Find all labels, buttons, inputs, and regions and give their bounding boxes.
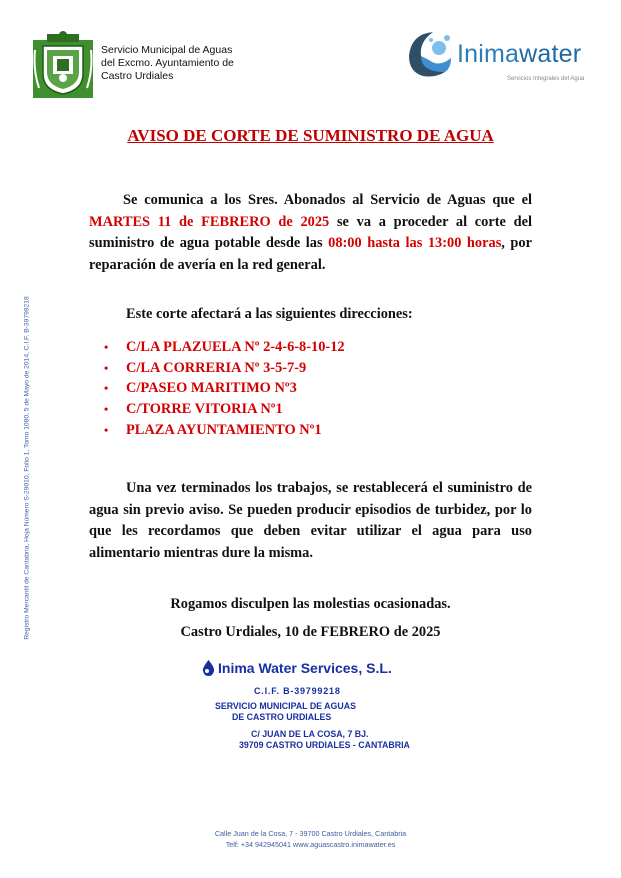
org-line-1: Servicio Municipal de Aguas — [101, 44, 233, 56]
water-drop-logo-icon — [405, 28, 455, 78]
brand-tagline: Servicios Integrales del Agua — [507, 76, 585, 82]
apology-text: Rogamos disculpen las molestias ocasionadas. — [170, 596, 451, 612]
address-text: C/LA CORRERIA Nº 3-5-7-9 — [126, 359, 307, 376]
list-item — [104, 399, 345, 420]
p1-text-3: , por reparación de avería en la red general. — [89, 235, 532, 273]
notice-paragraph-1 — [89, 190, 532, 276]
water-drop-icon — [202, 660, 215, 676]
bullet-icon: • — [104, 360, 109, 375]
footer — [0, 828, 621, 850]
notice-title: AVISO DE CORTE DE SUMINISTRO DE AGUA — [127, 126, 494, 145]
address-text: C/TORRE VITORIA Nº1 — [126, 401, 283, 418]
footer-contact: Telf: +34 942945041 www.aguascastro.inimawater.es — [225, 840, 396, 849]
stamp-company: Inima Water Services, S.L. — [218, 660, 392, 676]
stamp-city: 39709 CASTRO URDIALES - CANTABRIA — [239, 740, 410, 750]
list-item — [104, 420, 345, 441]
stamp-company-line — [202, 660, 392, 676]
notice-paragraph-2: Una vez terminados los trabajos, se restablecerá el suministro de agua sin previo aviso. Se pueden producir episodios de turbidez, por lo que les recordamos que deben evitar utilizar el agua para uso alimentario mientras dure la misma. — [89, 480, 532, 561]
stamp-service-1: SERVICIO MUNICIPAL DE AGUAS — [215, 701, 356, 711]
inimawater-logo — [405, 28, 595, 90]
stamp-service-2: DE CASTRO URDIALES — [232, 712, 332, 722]
bullet-icon: • — [104, 422, 109, 437]
bullet-icon: • — [104, 402, 109, 417]
address-text: C/PASEO MARITIMO Nº3 — [126, 380, 297, 397]
list-item — [104, 378, 345, 399]
addresses-intro: Este corte afectará a las siguientes direcciones: — [126, 306, 413, 322]
brand-name-b: water — [519, 40, 582, 68]
p1-text-1: Se comunica a los Sres. Abonados al Servicio de Aguas que el — [123, 192, 532, 208]
bullet-icon: • — [104, 381, 109, 396]
list-item — [104, 337, 345, 358]
footer-address: Calle Juan de la Cosa, 7 - 39700 Castro Urdiales, Cantabria — [214, 829, 407, 838]
org-line-2: del Excmo. Ayuntamiento de — [101, 57, 234, 69]
place-date: Castro Urdiales, 10 de FEBRERO de 2025 — [180, 624, 441, 640]
stamp-street: C/ JUAN DE LA COSA, 7 BJ. — [251, 729, 369, 739]
org-line-3: Castro Urdiales — [101, 70, 174, 82]
organization-name — [101, 44, 234, 83]
address-text: C/LA PLAZUELA Nº 2-4-6-8-10-12 — [126, 339, 345, 355]
p1-text-2: se va a proceder al corte del suministro de agua potable desde las — [89, 213, 533, 251]
bullet-icon: • — [104, 340, 109, 354]
address-text: PLAZA AYUNTAMIENTO Nº1 — [126, 421, 322, 438]
municipal-crest-icon — [33, 30, 93, 100]
cut-date: MARTES 11 de FEBRERO de 2025 — [89, 213, 330, 230]
brand-name-a: Inima — [457, 40, 520, 68]
registry-text: Registro Mercantil de Cantabria, Hoja Número S-29010, Folio 1, Tomo 1080, 5 de Mayo de 2014, C.I.F. B-39799218 — [23, 296, 31, 640]
list-item — [104, 358, 345, 379]
company-stamp — [202, 658, 410, 764]
cut-hours: 08:00 hasta las 13:00 horas — [328, 235, 502, 251]
brand-name — [457, 40, 581, 69]
registry-note — [20, 268, 34, 668]
address-list — [104, 337, 345, 441]
stamp-cif: C.I.F. B-39799218 — [254, 686, 341, 696]
